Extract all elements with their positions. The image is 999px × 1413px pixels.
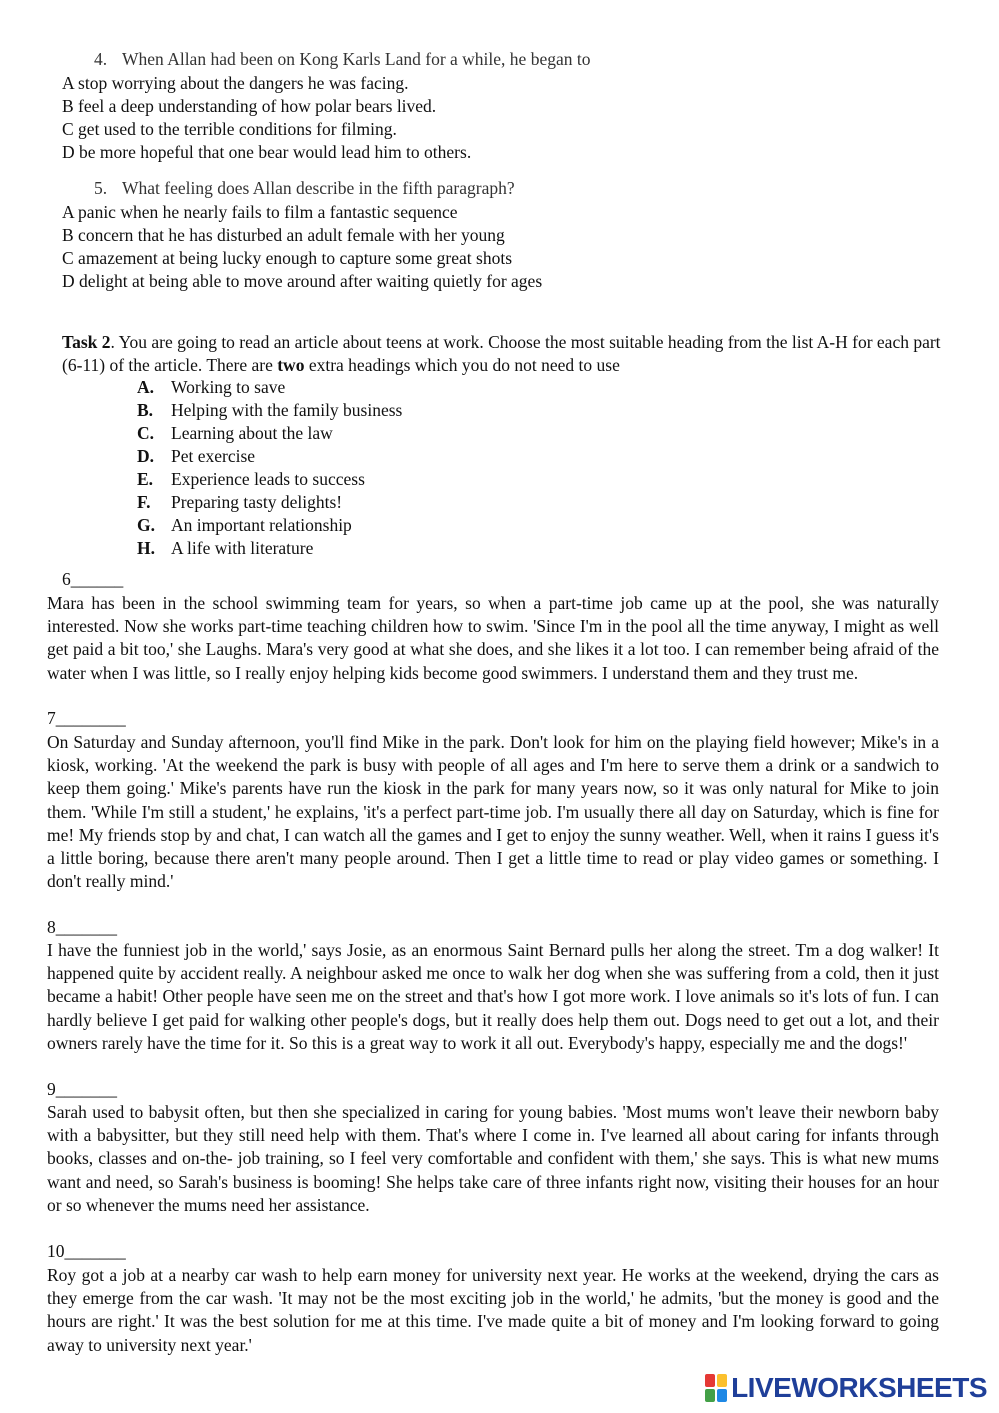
task-2-label: Task 2 xyxy=(62,332,111,352)
heading-text: Working to save xyxy=(171,377,286,397)
logo-blocks-icon xyxy=(705,1374,727,1402)
part-9-paragraph: Sarah used to babysit often, but then she specialized in caring for young babies. 'Most mums won't leave their newborn baby with a babysitter, but they still need help with them. That's where I come in. I've learned all about caring for infants through books, classes and on-the- job training, so I feel very comfortable and confident with them,' she says. This is what new mums want and need, so Sarah's business is booming! She helps take care of three infants right now, visiting their houses for an hour or so whenever the mums need her assistance. xyxy=(47,1102,939,1215)
heading-option xyxy=(137,422,402,445)
task-2-bold-word: two xyxy=(277,355,305,375)
question-4-option-c: C get used to the terrible conditions for filming. xyxy=(62,119,397,139)
heading-option xyxy=(137,376,402,399)
heading-text: Experience leads to success xyxy=(171,469,365,489)
question-4-option-b: B feel a deep understanding of how polar bears lived. xyxy=(62,96,437,116)
question-5-number: 5. xyxy=(94,178,108,198)
heading-option xyxy=(137,491,402,514)
task-2-text: . You are going to read an article about teens at work. Choose the most suitable heading from the list A-H for each part (6-11) of the article. There are xyxy=(62,332,941,375)
heading-letter: C. xyxy=(137,423,155,443)
heading-text: Helping with the family business xyxy=(171,400,403,420)
question-4-number: 4. xyxy=(94,49,108,69)
heading-option xyxy=(137,468,402,491)
heading-option xyxy=(137,445,402,468)
question-4-option-a: A stop worrying about the dangers he was facing. xyxy=(62,73,409,93)
question-5-stem xyxy=(94,178,515,199)
question-4-text: When Allan had been on Kong Karls Land for a while, he began to xyxy=(122,49,591,69)
heading-text: An important relationship xyxy=(171,515,352,535)
heading-text: Pet exercise xyxy=(171,446,256,466)
heading-text: Preparing tasty delights! xyxy=(171,492,343,512)
question-5-option-d: D delight at being able to move around after waiting quietly for ages xyxy=(62,271,543,291)
heading-option xyxy=(137,514,402,537)
part-7-paragraph: On Saturday and Sunday afternoon, you'll find Mike in the park. Don't look for him on the playing field however; Mike's in a kiosk, working. 'At the weekend the park is busy with people of all ages and I'm here to serve them a drink or a sandwich to keep them going.' Mike's parents have run the kiosk in the park for many years now, so it was only natural for Mike to join them. 'While I'm still a student,' he explains, 'it's a perfect part-time job. I'm usually there all day on Saturday, which is fine for me! My friends stop by and chat, I can watch all the games and I get to enjoy the sunny weather. Well, when it rains I guess it's a little boring, because there aren't many people around. Then I get a little time to read or play video games or something. I don't really mind.' xyxy=(47,732,939,892)
heading-letter: H. xyxy=(137,538,155,558)
heading-letter: G. xyxy=(137,515,155,535)
heading-text: A life with literature xyxy=(171,538,314,558)
question-5-option-c: C amazement at being lucky enough to capture some great shots xyxy=(62,248,513,268)
question-5-option-a: A panic when he nearly fails to film a fantastic sequence xyxy=(62,202,458,222)
answer-blank-10[interactable]: 10_______ xyxy=(47,1241,126,1261)
heading-text: Learning about the law xyxy=(171,423,333,443)
answer-blank-8[interactable]: 8_______ xyxy=(47,917,117,937)
part-10-paragraph: Roy got a job at a nearby car wash to help earn money for university next year. He works at the weekend, drying the cars as they emerge from the car wash. 'It may not be the most exciting job in the world,' he admits, 'but the money is good and the hours are right.' It was the best solution for me at this time. I've made quite a bit of money and I'm looking forward to going away to university next year.' xyxy=(47,1265,939,1355)
task-2-text-end: extra headings which you do not need to use xyxy=(304,355,620,375)
part-6-paragraph: Mara has been in the school swimming team for years, so when a part-time job came up at the pool, she was naturally interested. Now she works part-time teaching children how to swim. 'Since I'm in the pool all the time anyway, I might as well get paid a bit too,' she Laughs. Mara's very good at what she does, and she likes it a lot too. I can remember being afraid of the water when I was little, so I really enjoy helping kids become good swimmers. I understand them and they trust me. xyxy=(47,593,939,683)
heading-list xyxy=(137,376,402,560)
question-5-text: What feeling does Allan describe in the fifth paragraph? xyxy=(122,178,515,198)
part-8-paragraph: I have the funniest job in the world,' says Josie, as an enormous Saint Bernard pulls her along the street. Tm a dog walker! It happened quite by accident really. A neighbour asked me once to walk her dog when she was suffering from a cold, then it just became a habit! Other people have seen me on the street and that's how I got more work. I love animals so it's lots of fun. I can hardly believe I get paid for walking other people's dogs, but it really does help them out. Dogs need to get out a lot, and their owners rarely have the time for it. So this is a great way to work it all out. Everybody's happy, especially me and the dogs!' xyxy=(47,940,939,1053)
heading-option xyxy=(137,399,402,422)
logo-text: LIVEWORKSHEETS xyxy=(731,1372,987,1403)
question-4-option-d: D be more hopeful that one bear would lead him to others. xyxy=(62,142,472,162)
liveworksheets-logo xyxy=(705,1372,987,1404)
heading-letter: D. xyxy=(137,446,155,466)
task-2-instructions xyxy=(62,331,942,377)
heading-letter: A. xyxy=(137,377,155,397)
question-5-option-b: B concern that he has disturbed an adult female with her young xyxy=(62,225,505,245)
heading-letter: E. xyxy=(137,469,154,489)
heading-letter: B. xyxy=(137,400,154,420)
answer-blank-9[interactable]: 9_______ xyxy=(47,1079,117,1099)
heading-option xyxy=(137,537,402,560)
answer-blank-7[interactable]: 7________ xyxy=(47,708,126,728)
answer-blank-6[interactable]: 6______ xyxy=(62,569,124,589)
question-4-stem xyxy=(94,49,590,70)
heading-letter: F. xyxy=(137,492,151,512)
